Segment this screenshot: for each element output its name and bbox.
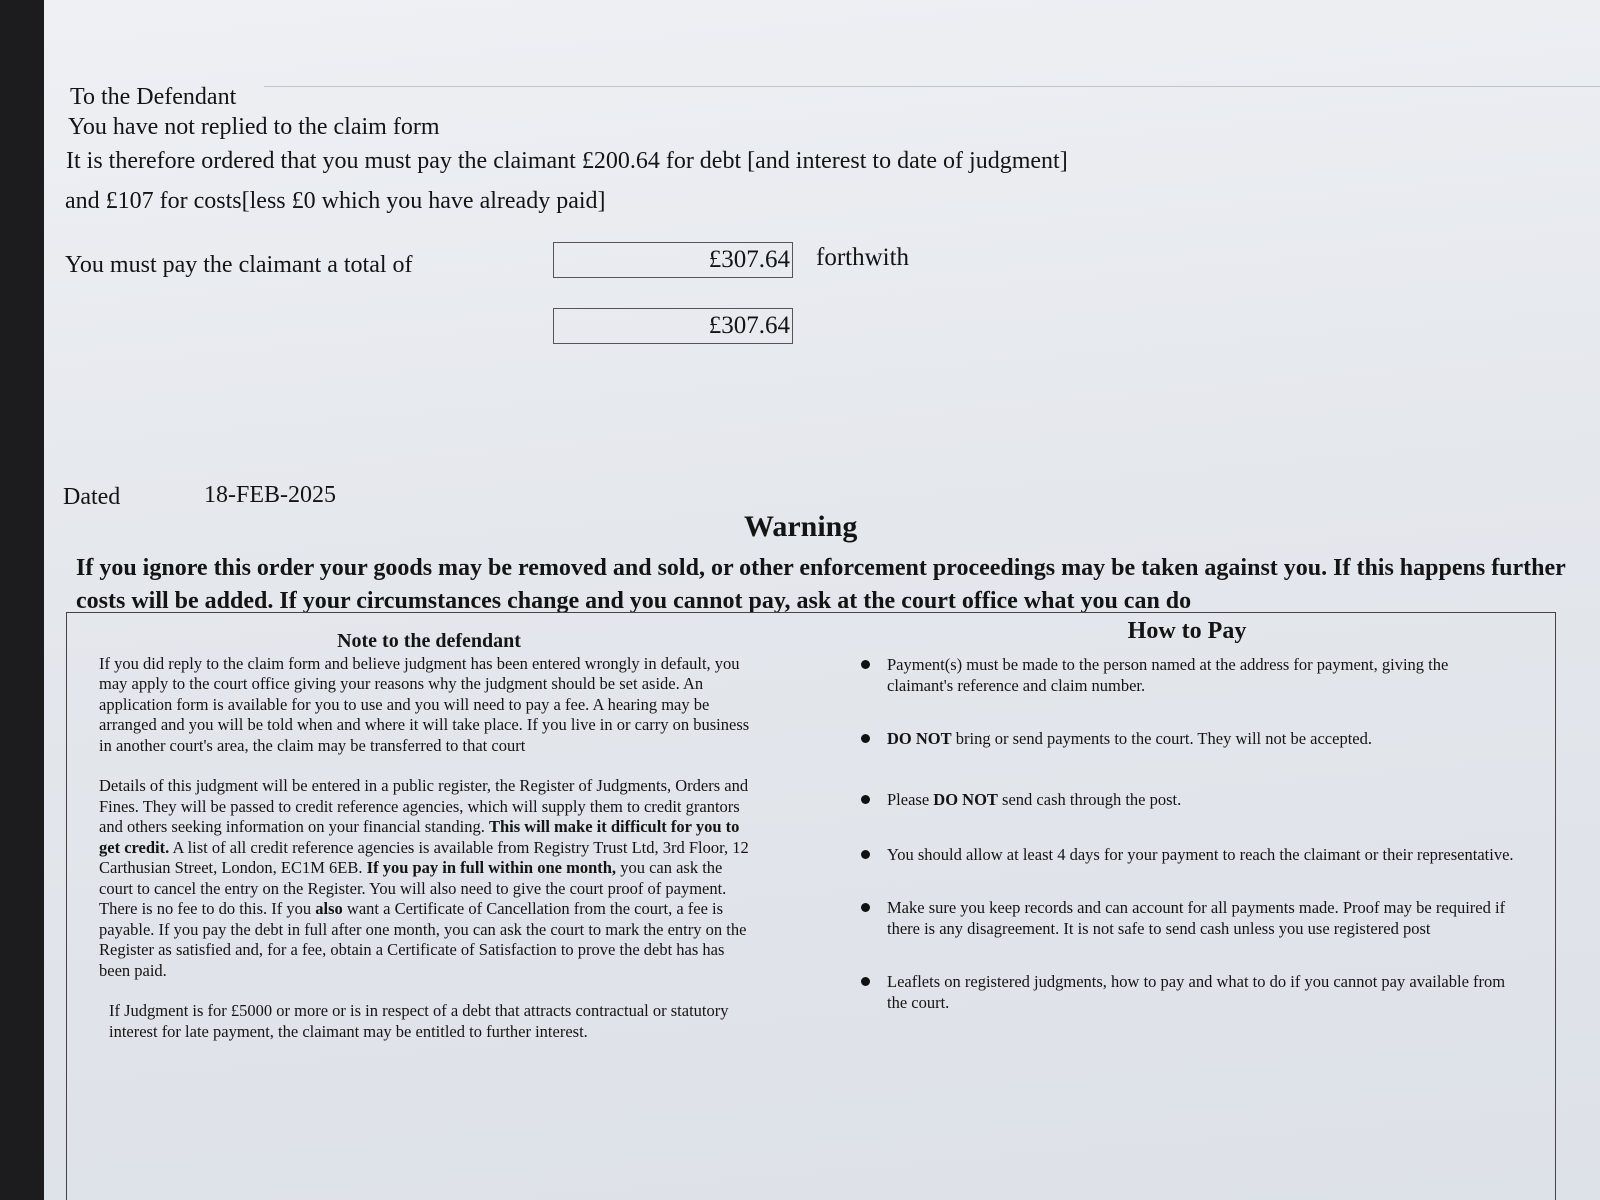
notes-box bbox=[66, 612, 1556, 1200]
pay-instruction-1 bbox=[857, 654, 1517, 696]
judgment-document bbox=[44, 0, 1600, 1200]
note-to-defendant-section bbox=[99, 631, 759, 1062]
pay-instruction-1-text: Payment(s) must be made to the person named at the address for payment, giving the claimant's reference and claim number. bbox=[887, 655, 1449, 695]
pay-instruction-5 bbox=[857, 897, 1517, 939]
note-paragraph-set-aside: If you did reply to the claim form and believe judgment has been entered wrongly in default, you may apply to the court office giving your reasons why the judgment should be set aside. An application form is available for you to use and you will need to pay a fee. A hearing may be arranged and you will be told when and where it will take place. If you live in or carry on business in another court's area, the claim may be transferred to that court bbox=[99, 653, 750, 755]
bullet-icon bbox=[861, 734, 870, 743]
order-line-1: It is therefore ordered that you must pay the claimant £200.64 for debt [and interest to date of judgment] bbox=[66, 148, 1068, 174]
dated-label: Dated bbox=[63, 484, 121, 510]
note-register-bold-full: If you pay in full within one month, bbox=[366, 858, 617, 877]
paper-fold-line bbox=[264, 86, 1600, 87]
pay-instruction-2 bbox=[857, 728, 1517, 749]
note-register-bold-also: also bbox=[315, 899, 343, 918]
warning-text: If you ignore this order your goods may be removed and sold, or other enforcement proceedings may be taken against you. If this happens further costs will be added. If your circumstances change and you cannot pay, ask at the court office what you can do bbox=[76, 555, 1566, 614]
pay-instruction-4 bbox=[857, 844, 1517, 865]
pay-instruction-3-bold: DO NOT bbox=[933, 790, 998, 809]
dated-value: 18-FEB-2025 bbox=[204, 482, 336, 508]
pay-instruction-3 bbox=[857, 789, 1517, 810]
total-label: You must pay the claimant a total of bbox=[65, 252, 413, 278]
note-paragraph-register bbox=[99, 776, 759, 981]
note-register-text-a: Details of this judgment will be entered in a public register, the Register of Judgments, Orders and Fines. They will be passed to credit reference agencies, which will supply them to credit grantors and others seeking information on your financial standing. bbox=[99, 776, 749, 836]
pay-instruction-6-text: Leaflets on registered judgments, how to pay and what to do if you cannot pay available from the court. bbox=[887, 972, 1506, 1012]
pay-instruction-2-text: bring or send payments to the court. They will not be accepted. bbox=[951, 729, 1372, 748]
pay-instruction-6 bbox=[857, 971, 1517, 1013]
note-paragraph-interest: If Judgment is for £5000 or more or is in respect of a debt that attracts contractual or statutory interest for late payment, the claimant may be entitled to further interest. bbox=[109, 1001, 729, 1041]
second-amount-box: £307.64 bbox=[553, 308, 793, 344]
bullet-icon bbox=[861, 850, 870, 859]
how-to-pay-title: How to Pay bbox=[1127, 618, 1247, 644]
total-amount-box: £307.64 bbox=[553, 242, 793, 278]
warning-title: Warning bbox=[744, 510, 858, 543]
pay-instruction-3-pre: Please bbox=[887, 790, 934, 809]
pay-instruction-3-text: send cash through the post. bbox=[997, 790, 1182, 809]
bullet-icon bbox=[861, 903, 870, 912]
bullet-icon bbox=[861, 660, 870, 669]
note-register-bold-credit: This will make it difficult for you to get credit. bbox=[99, 817, 740, 857]
note-register-text-g: want a Certificate of Cancellation from the court, a fee is payable. If you pay the debt in full after one month, you can ask the court to mark the entry on the Register as satisfied and, for a fee, obtain a Certificate of Satisfaction to prove the debt has has been paid. bbox=[99, 899, 747, 980]
pay-instruction-5-text: Make sure you keep records and can account for all payments made. Proof may be required if there is any disagreement. It is not safe to send cash unless you use registered post bbox=[887, 898, 1506, 938]
how-to-pay-section bbox=[857, 618, 1517, 1013]
bullet-icon bbox=[861, 795, 870, 804]
payment-when: forthwith bbox=[816, 244, 910, 271]
bullet-icon bbox=[861, 977, 870, 986]
note-register-text-c: A list of all credit reference agencies is available from Registry Trust Ltd, 3rd Floor, 12 Carthusian Street, London, EC1M 6EB. bbox=[99, 837, 749, 877]
pay-instruction-4-text: You should allow at least 4 days for your payment to reach the claimant or their representative. bbox=[887, 845, 1514, 864]
order-line-2: and £107 for costs[less £0 which you have already paid] bbox=[65, 188, 606, 214]
note-title: Note to the defendant bbox=[337, 630, 521, 652]
to-defendant-heading: To the Defendant bbox=[70, 84, 237, 110]
note-register-text-e: you can ask the court to cancel the entry on the Register. You will also need to give the court proof of payment. There is no fee to do this. If you bbox=[99, 858, 727, 918]
not-replied-text: You have not replied to the claim form bbox=[68, 114, 440, 140]
pay-instruction-2-bold: DO NOT bbox=[887, 729, 952, 748]
